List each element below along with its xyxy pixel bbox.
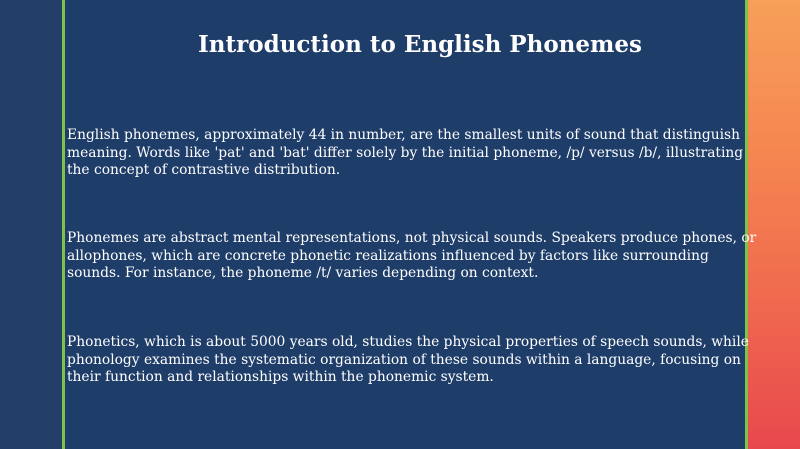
left-margin-panel (0, 0, 62, 449)
paragraph-phonetics-phonology: Phonetics, which is about 5000 years old, studies the physical properties of speech sounds, while phonology examines the systematic organization of these sounds within a language, focusing on their function and relationships within the phonemic system. (67, 334, 749, 385)
left-accent-line (62, 0, 65, 449)
paragraph-phoneme-definition: English phonemes, approximately 44 in number, are the smallest units of sound that distinguish meaning. Words like 'pat' and 'bat' differ solely by the initial phoneme, /p/ versus /b/, illustrating the concept of contrastive distribution. (67, 127, 744, 178)
paragraph-allophones: Phonemes are abstract mental representations, not physical sounds. Speakers produce phones, or allophones, which are concrete phonetic realizations influenced by factors like surrounding sounds. For instance, the phoneme /t/ varies depending on context. (67, 230, 757, 281)
slide-title: Introduction to English Phonemes (198, 31, 642, 58)
